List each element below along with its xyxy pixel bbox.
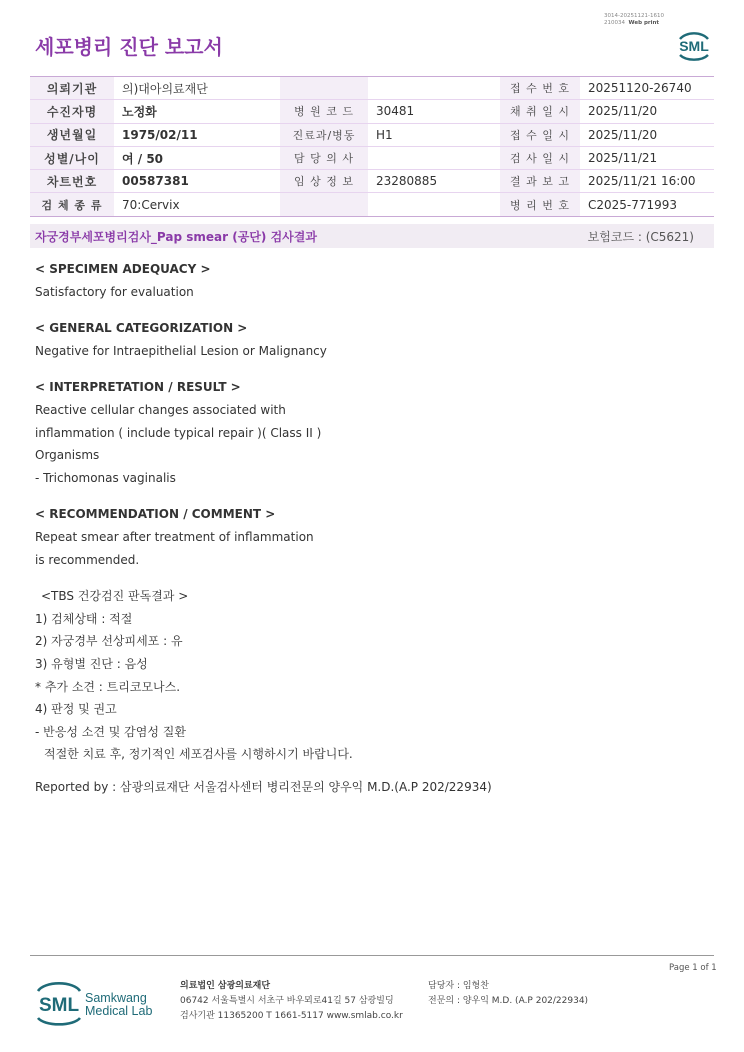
info-label: 의뢰기관	[30, 77, 114, 100]
info-label: 검 체 종 류	[30, 193, 114, 216]
footer-manager: 담당자 : 임형찬	[428, 981, 489, 991]
info-row	[30, 123, 714, 146]
tbs-line: 3) 유형별 진단 : 음성	[35, 656, 148, 671]
tbs-line: * 추가 소견 : 트리코모나스.	[35, 679, 181, 694]
tbs-line: 적절한 치료 후, 정기적인 세포검사를 시행하시기 바랍니다.	[44, 747, 353, 762]
info-label	[280, 77, 368, 100]
interpretation-line: Organisms	[35, 448, 100, 463]
interpretation-line: inflammation ( include typical repair )( Class II )	[35, 425, 322, 440]
info-value: 1975/02/11	[114, 123, 280, 146]
print-meta-line1: 3014-20251121-1610	[604, 13, 664, 19]
info-value: 23280885	[368, 170, 500, 193]
info-label: 결 과 보 고	[500, 170, 580, 193]
info-value	[368, 146, 500, 169]
info-label: 검 사 일 시	[500, 146, 580, 169]
interpretation-header: < INTERPRETATION / RESULT >	[35, 380, 241, 395]
specimen-adequacy-header: < SPECIMEN ADEQUACY >	[35, 262, 211, 276]
samkwang-logo-icon	[35, 978, 165, 1030]
info-value: 노정화	[114, 100, 280, 123]
info-value	[368, 77, 500, 100]
tbs-line: 4) 판정 및 권고	[35, 702, 117, 717]
sml-logo-icon	[674, 26, 714, 64]
footer-specialist: 전문의 : 양우익 M.D. (A.P 202/22934)	[428, 996, 589, 1006]
logo-bottom-name2: Medical Lab	[85, 1004, 153, 1018]
info-label: 차트번호	[30, 170, 114, 193]
info-label: 임 상 정 보	[280, 170, 368, 193]
info-value: 여 / 50	[114, 146, 280, 169]
info-value	[368, 193, 500, 216]
interpretation-line: - Trichomonas vaginalis	[35, 470, 176, 485]
exam-title: 자궁경부세포병리검사_Pap smear (공단) 검사결과	[35, 229, 317, 244]
info-label: 생년월일	[30, 123, 114, 146]
general-categorization-header: < GENERAL CATEGORIZATION >	[35, 321, 248, 336]
recommendation-header: < RECOMMENDATION / COMMENT >	[35, 507, 276, 522]
recommendation-line: Repeat smear after treatment of inflammation	[35, 529, 314, 544]
info-value: 2025/11/20	[580, 123, 714, 146]
tbs-line: 1) 검체상태 : 적절	[35, 611, 133, 626]
tbs-line: 2) 자궁경부 선상피세포 : 유	[35, 634, 183, 649]
recommendation-line: is recommended.	[35, 552, 140, 567]
info-value: 2025/11/21	[580, 146, 714, 169]
interpretation-line: Reactive cellular changes associated with	[35, 402, 286, 417]
info-value: C2025-771993	[580, 193, 714, 216]
footer-divider	[30, 955, 714, 956]
info-label: 성별/나이	[30, 146, 114, 169]
specimen-adequacy-text: Satisfactory for evaluation	[35, 284, 194, 299]
info-value: 70:Cervix	[114, 193, 280, 216]
tbs-header: <TBS 건강검진 판독결과 >	[41, 589, 189, 604]
info-label: 수진자명	[30, 100, 114, 123]
reported-by: Reported by : 삼광의료재단 서울검사센터 병리전문의 양우익 M.D.(A.P 202/22934)	[35, 779, 492, 794]
report-body	[35, 258, 715, 798]
info-label: 병 원 코 드	[280, 100, 368, 123]
info-value: 의)대아의료재단	[114, 77, 280, 100]
info-value: 2025/11/20	[580, 100, 714, 123]
info-row	[30, 170, 714, 193]
info-value: H1	[368, 123, 500, 146]
info-label: 진료과/병동	[280, 123, 368, 146]
info-value: 00587381	[114, 170, 280, 193]
footer-staff-info	[428, 979, 588, 1009]
print-id: 210034	[604, 20, 625, 26]
general-categorization-text: Negative for Intraepithelial Lesion or Malignancy	[35, 343, 327, 358]
info-label: 담 당 의 사	[280, 146, 368, 169]
info-label: 접 수 일 시	[500, 123, 580, 146]
page-title: 세포병리 진단 보고서	[35, 35, 223, 59]
web-print-label: Web print	[628, 20, 660, 26]
print-meta-line2	[604, 20, 664, 27]
print-meta	[604, 13, 664, 27]
footer-contact: 검사기관 11365200 T 1661-5117 www.smlab.co.kr	[180, 1011, 403, 1021]
logo-bottom-sml: SML	[38, 995, 80, 1016]
info-value: 20251120-26740	[580, 77, 714, 100]
footer-address: 06742 서울특별시 서초구 바우뫼로41길 57 삼광빌딩	[180, 996, 394, 1006]
info-value: 2025/11/21 16:00	[580, 170, 714, 193]
page-number: Page 1 of 1	[669, 963, 717, 973]
logo-bottom-name1: Samkwang	[85, 991, 147, 1005]
info-row	[30, 146, 714, 169]
info-row	[30, 77, 714, 100]
info-label: 접 수 번 호	[500, 77, 580, 100]
info-label: 병 리 번 호	[500, 193, 580, 216]
footer-org-info	[180, 979, 403, 1024]
patient-info-table	[30, 76, 714, 217]
insurance-code: 보험코드 : (C5621)	[587, 229, 694, 244]
info-label	[280, 193, 368, 216]
info-row	[30, 193, 714, 216]
info-value: 30481	[368, 100, 500, 123]
info-label: 채 취 일 시	[500, 100, 580, 123]
footer-org: 의료법인 삼광의료재단	[180, 981, 271, 991]
exam-title-bar	[30, 224, 714, 248]
logo-top-text: SML	[679, 38, 709, 54]
info-row	[30, 100, 714, 123]
tbs-line: - 반응성 소견 및 감염성 질환	[35, 724, 186, 739]
